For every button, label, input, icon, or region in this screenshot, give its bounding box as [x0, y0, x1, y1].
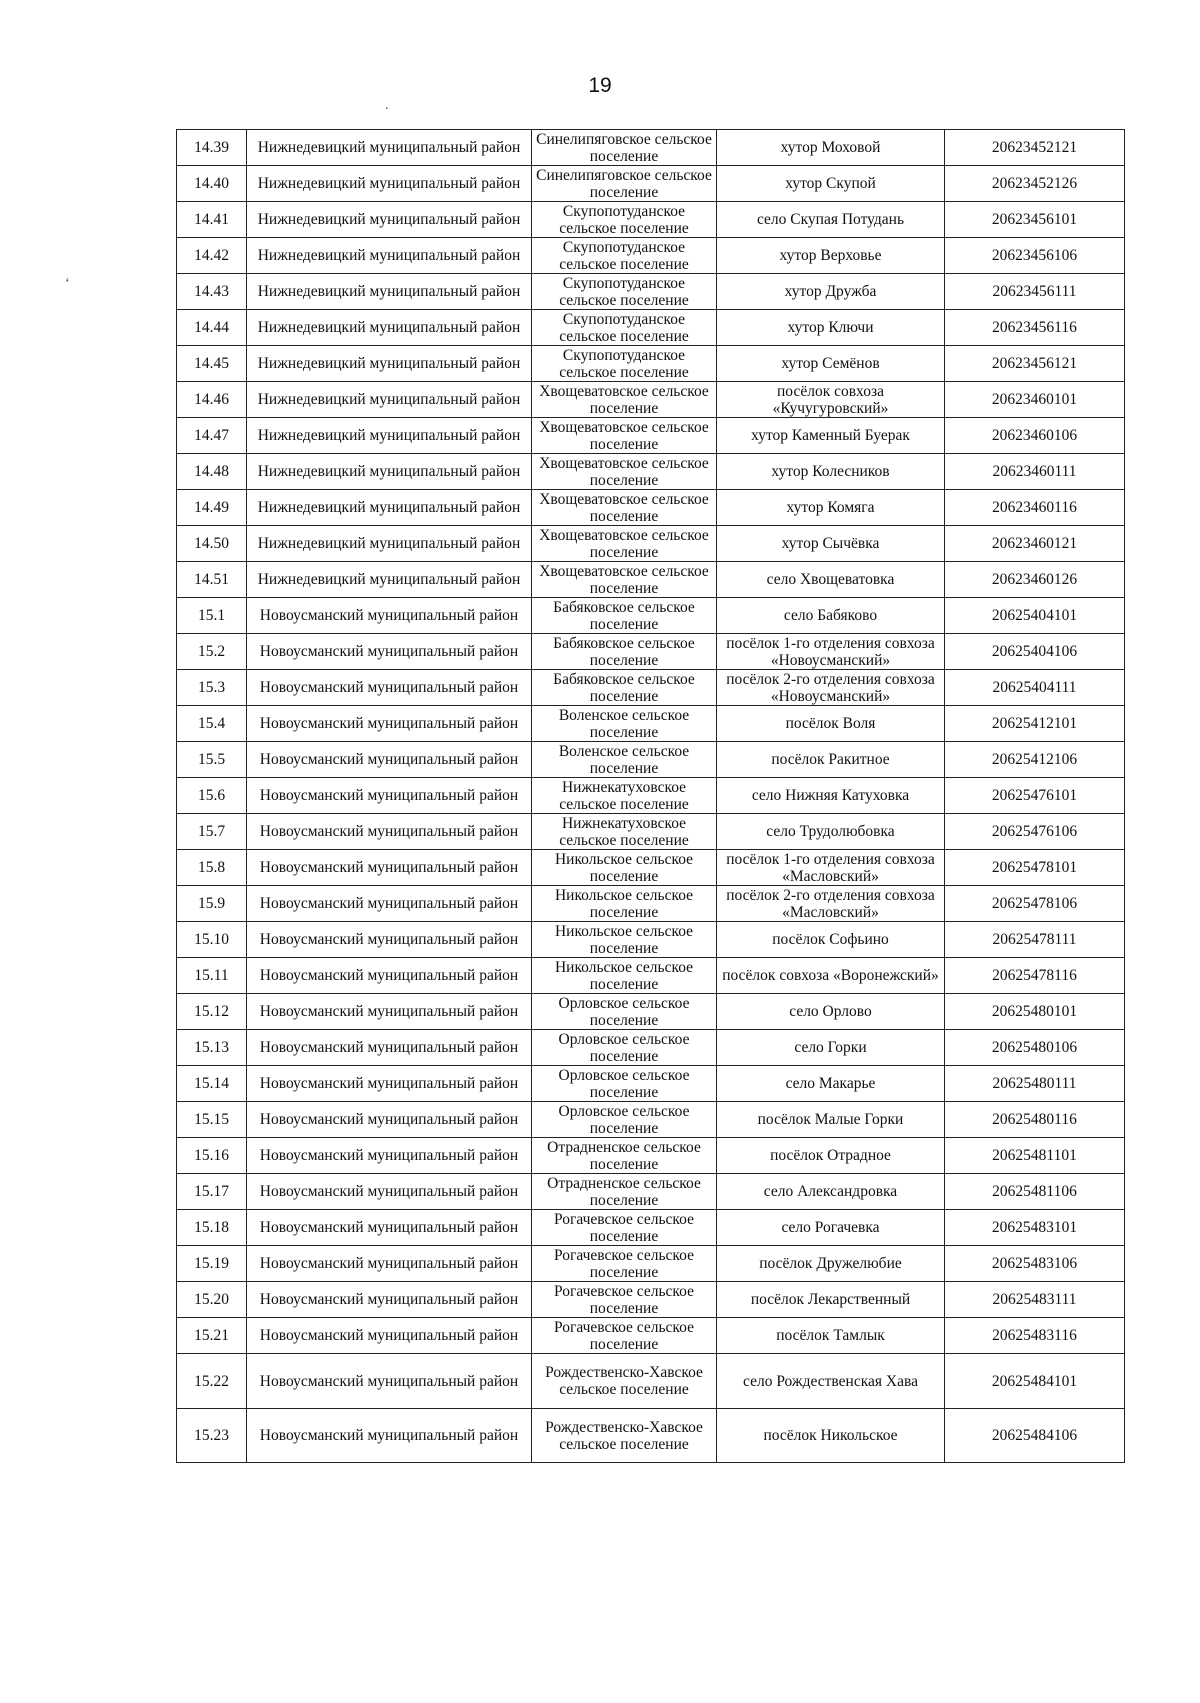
settlement-cell: Хвощеватовское сельское поселение	[532, 454, 717, 490]
row-number: 14.41	[177, 202, 247, 238]
row-number: 14.47	[177, 418, 247, 454]
table-row	[177, 418, 1125, 454]
district-cell: Новоусманский муниципальный район	[247, 886, 532, 922]
locality-cell: хутор Сычёвка	[717, 526, 945, 562]
district-cell: Нижнедевицкий муниципальный район	[247, 274, 532, 310]
oktmo-code-cell: 20625483106	[945, 1246, 1125, 1282]
settlement-cell: Никольское сельское поселение	[532, 850, 717, 886]
settlement-cell: Рогачевское сельское поселение	[532, 1282, 717, 1318]
row-number: 15.12	[177, 994, 247, 1030]
district-cell: Новоусманский муниципальный район	[247, 742, 532, 778]
row-number: 14.46	[177, 382, 247, 418]
table-row	[177, 778, 1125, 814]
district-cell: Нижнедевицкий муниципальный район	[247, 562, 532, 598]
locality-cell: село Скупая Потудань	[717, 202, 945, 238]
settlement-cell: Никольское сельское поселение	[532, 958, 717, 994]
table-row	[177, 382, 1125, 418]
settlement-cell: Воленское сельское поселение	[532, 706, 717, 742]
row-number: 15.21	[177, 1318, 247, 1354]
row-number: 15.19	[177, 1246, 247, 1282]
district-cell: Новоусманский муниципальный район	[247, 922, 532, 958]
table-row	[177, 1318, 1125, 1354]
row-number: 14.42	[177, 238, 247, 274]
district-cell: Новоусманский муниципальный район	[247, 1409, 532, 1463]
locality-cell: село Орлово	[717, 994, 945, 1030]
oktmo-code-cell: 20625478116	[945, 958, 1125, 994]
row-number: 15.17	[177, 1174, 247, 1210]
locality-cell: хутор Колесников	[717, 454, 945, 490]
row-number: 15.2	[177, 634, 247, 670]
row-number: 15.23	[177, 1409, 247, 1463]
district-cell: Новоусманский муниципальный район	[247, 1102, 532, 1138]
row-number: 14.48	[177, 454, 247, 490]
district-cell: Нижнедевицкий муниципальный район	[247, 418, 532, 454]
table-row	[177, 562, 1125, 598]
district-cell: Новоусманский муниципальный район	[247, 778, 532, 814]
table-row	[177, 274, 1125, 310]
oktmo-code-cell: 20623460106	[945, 418, 1125, 454]
district-cell: Новоусманский муниципальный район	[247, 706, 532, 742]
settlement-cell: Синелипяговское сельское поселение	[532, 130, 717, 166]
locality-cell: хутор Семёнов	[717, 346, 945, 382]
district-cell: Нижнедевицкий муниципальный район	[247, 310, 532, 346]
table-row	[177, 454, 1125, 490]
table-row	[177, 634, 1125, 670]
settlement-cell: Рогачевское сельское поселение	[532, 1246, 717, 1282]
oktmo-code-cell: 20625481101	[945, 1138, 1125, 1174]
settlement-cell: Синелипяговское сельское поселение	[532, 166, 717, 202]
row-number: 15.4	[177, 706, 247, 742]
table-row	[177, 1246, 1125, 1282]
settlement-cell: Рогачевское сельское поселение	[532, 1318, 717, 1354]
oktmo-code-cell: 20625404106	[945, 634, 1125, 670]
settlement-cell: Рождественско-Хавское сельское поселение	[532, 1354, 717, 1409]
settlements-table	[176, 129, 1125, 1463]
district-cell: Новоусманский муниципальный район	[247, 958, 532, 994]
district-cell: Новоусманский муниципальный район	[247, 634, 532, 670]
locality-cell: посёлок 2-го отделения совхоза «Масловский»	[717, 886, 945, 922]
settlement-cell: Нижнекатуховское сельское поселение	[532, 778, 717, 814]
oktmo-code-cell: 20623460126	[945, 562, 1125, 598]
table-row	[177, 958, 1125, 994]
table-row	[177, 1354, 1125, 1409]
settlement-cell: Никольское сельское поселение	[532, 886, 717, 922]
locality-cell: село Бабяково	[717, 598, 945, 634]
row-number: 15.11	[177, 958, 247, 994]
table-row	[177, 526, 1125, 562]
oktmo-code-cell: 20625476101	[945, 778, 1125, 814]
district-cell: Нижнедевицкий муниципальный район	[247, 166, 532, 202]
settlement-cell: Орловское сельское поселение	[532, 1102, 717, 1138]
locality-cell: посёлок Отрадное	[717, 1138, 945, 1174]
table-row	[177, 1210, 1125, 1246]
oktmo-code-cell: 20625480101	[945, 994, 1125, 1030]
oktmo-code-cell: 20623456116	[945, 310, 1125, 346]
locality-cell: село Хвощеватовка	[717, 562, 945, 598]
district-cell: Нижнедевицкий муниципальный район	[247, 202, 532, 238]
row-number: 15.15	[177, 1102, 247, 1138]
district-cell: Нижнедевицкий муниципальный район	[247, 382, 532, 418]
table-row	[177, 166, 1125, 202]
table-row	[177, 850, 1125, 886]
table-row	[177, 130, 1125, 166]
locality-cell: хутор Комяга	[717, 490, 945, 526]
table-row	[177, 202, 1125, 238]
oktmo-code-cell: 20625478101	[945, 850, 1125, 886]
settlement-cell: Бабяковское сельское поселение	[532, 598, 717, 634]
oktmo-code-cell: 20625484101	[945, 1354, 1125, 1409]
locality-cell: посёлок Софьино	[717, 922, 945, 958]
row-number: 15.14	[177, 1066, 247, 1102]
settlement-cell: Орловское сельское поселение	[532, 1030, 717, 1066]
oktmo-code-cell: 20625404111	[945, 670, 1125, 706]
district-cell: Новоусманский муниципальный район	[247, 1354, 532, 1409]
table-row	[177, 742, 1125, 778]
locality-cell: село Рождественская Хава	[717, 1354, 945, 1409]
scan-mark: .	[385, 98, 389, 113]
locality-cell: село Макарье	[717, 1066, 945, 1102]
district-cell: Новоусманский муниципальный район	[247, 1210, 532, 1246]
district-cell: Нижнедевицкий муниципальный район	[247, 526, 532, 562]
district-cell: Нижнедевицкий муниципальный район	[247, 454, 532, 490]
row-number: 15.8	[177, 850, 247, 886]
locality-cell: посёлок Никольское	[717, 1409, 945, 1463]
table-row	[177, 238, 1125, 274]
table-row	[177, 886, 1125, 922]
district-cell: Новоусманский муниципальный район	[247, 1318, 532, 1354]
locality-cell: посёлок совхоза «Воронежский»	[717, 958, 945, 994]
settlement-cell: Отрадненское сельское поселение	[532, 1174, 717, 1210]
table-row	[177, 1066, 1125, 1102]
locality-cell: хутор Скупой	[717, 166, 945, 202]
table-row	[177, 814, 1125, 850]
locality-cell: посёлок 1-го отделения совхоза «Новоусманский»	[717, 634, 945, 670]
oktmo-code-cell: 20623460116	[945, 490, 1125, 526]
oktmo-code-cell: 20623456111	[945, 274, 1125, 310]
oktmo-code-cell: 20625483111	[945, 1282, 1125, 1318]
row-number: 15.5	[177, 742, 247, 778]
table-row	[177, 1174, 1125, 1210]
district-cell: Новоусманский муниципальный район	[247, 1066, 532, 1102]
table-row	[177, 346, 1125, 382]
locality-cell: посёлок Малые Горки	[717, 1102, 945, 1138]
district-cell: Новоусманский муниципальный район	[247, 670, 532, 706]
row-number: 14.49	[177, 490, 247, 526]
table-row	[177, 994, 1125, 1030]
locality-cell: село Рогачевка	[717, 1210, 945, 1246]
settlement-cell: Скупопотуданское сельское поселение	[532, 310, 717, 346]
oktmo-code-cell: 20623460101	[945, 382, 1125, 418]
row-number: 15.16	[177, 1138, 247, 1174]
oktmo-code-cell: 20625478106	[945, 886, 1125, 922]
oktmo-code-cell: 20625483116	[945, 1318, 1125, 1354]
row-number: 15.13	[177, 1030, 247, 1066]
settlement-cell: Хвощеватовское сельское поселение	[532, 562, 717, 598]
district-cell: Нижнедевицкий муниципальный район	[247, 130, 532, 166]
row-number: 14.39	[177, 130, 247, 166]
oktmo-code-cell: 20625480111	[945, 1066, 1125, 1102]
settlement-cell: Хвощеватовское сельское поселение	[532, 526, 717, 562]
table-row	[177, 1030, 1125, 1066]
oktmo-code-cell: 20625481106	[945, 1174, 1125, 1210]
settlement-cell: Орловское сельское поселение	[532, 1066, 717, 1102]
oktmo-code-cell: 20625484106	[945, 1409, 1125, 1463]
settlement-cell: Скупопотуданское сельское поселение	[532, 202, 717, 238]
scan-mark: ‘	[65, 276, 70, 291]
table-row	[177, 922, 1125, 958]
district-cell: Новоусманский муниципальный район	[247, 814, 532, 850]
table-body	[177, 130, 1125, 1463]
settlement-cell: Рождественско-Хавское сельское поселение	[532, 1409, 717, 1463]
row-number: 14.45	[177, 346, 247, 382]
settlement-cell: Бабяковское сельское поселение	[532, 670, 717, 706]
table-row	[177, 1138, 1125, 1174]
row-number: 14.51	[177, 562, 247, 598]
locality-cell: посёлок Лекарственный	[717, 1282, 945, 1318]
locality-cell: посёлок Воля	[717, 706, 945, 742]
locality-cell: село Александровка	[717, 1174, 945, 1210]
locality-cell: посёлок 1-го отделения совхоза «Масловский»	[717, 850, 945, 886]
oktmo-code-cell: 20625476106	[945, 814, 1125, 850]
settlement-cell: Скупопотуданское сельское поселение	[532, 274, 717, 310]
row-number: 14.43	[177, 274, 247, 310]
district-cell: Нижнедевицкий муниципальный район	[247, 238, 532, 274]
row-number: 15.10	[177, 922, 247, 958]
oktmo-code-cell: 20625483101	[945, 1210, 1125, 1246]
settlement-cell: Отрадненское сельское поселение	[532, 1138, 717, 1174]
oktmo-code-cell: 20625412101	[945, 706, 1125, 742]
table-row	[177, 1102, 1125, 1138]
row-number: 15.22	[177, 1354, 247, 1409]
row-number: 15.1	[177, 598, 247, 634]
table-row	[177, 670, 1125, 706]
row-number: 15.9	[177, 886, 247, 922]
locality-cell: посёлок Тамлык	[717, 1318, 945, 1354]
oktmo-code-cell: 20625480106	[945, 1030, 1125, 1066]
settlement-cell: Скупопотуданское сельское поселение	[532, 346, 717, 382]
settlement-cell: Скупопотуданское сельское поселение	[532, 238, 717, 274]
settlement-cell: Воленское сельское поселение	[532, 742, 717, 778]
settlement-cell: Хвощеватовское сельское поселение	[532, 418, 717, 454]
oktmo-code-cell: 20625412106	[945, 742, 1125, 778]
district-cell: Новоусманский муниципальный район	[247, 994, 532, 1030]
locality-cell: посёлок 2-го отделения совхоза «Новоусманский»	[717, 670, 945, 706]
settlement-cell: Орловское сельское поселение	[532, 994, 717, 1030]
settlement-cell: Нижнекатуховское сельское поселение	[532, 814, 717, 850]
row-number: 15.18	[177, 1210, 247, 1246]
oktmo-code-cell: 20623452126	[945, 166, 1125, 202]
district-cell: Новоусманский муниципальный район	[247, 598, 532, 634]
oktmo-code-cell: 20625480116	[945, 1102, 1125, 1138]
table-row	[177, 598, 1125, 634]
locality-cell: хутор Моховой	[717, 130, 945, 166]
settlement-cell: Бабяковское сельское поселение	[532, 634, 717, 670]
locality-cell: село Трудолюбовка	[717, 814, 945, 850]
page-number: 19	[588, 74, 612, 97]
row-number: 15.3	[177, 670, 247, 706]
district-cell: Новоусманский муниципальный район	[247, 850, 532, 886]
row-number: 14.40	[177, 166, 247, 202]
locality-cell: село Нижняя Катуховка	[717, 778, 945, 814]
locality-cell: посёлок Ракитное	[717, 742, 945, 778]
district-cell: Новоусманский муниципальный район	[247, 1138, 532, 1174]
row-number: 14.50	[177, 526, 247, 562]
oktmo-code-cell: 20623452121	[945, 130, 1125, 166]
oktmo-code-cell: 20623460121	[945, 526, 1125, 562]
oktmo-code-cell: 20625478111	[945, 922, 1125, 958]
table-row	[177, 1282, 1125, 1318]
oktmo-code-cell: 20623460111	[945, 454, 1125, 490]
settlement-cell: Никольское сельское поселение	[532, 922, 717, 958]
locality-cell: хутор Каменный Буерак	[717, 418, 945, 454]
district-cell: Новоусманский муниципальный район	[247, 1174, 532, 1210]
row-number: 15.20	[177, 1282, 247, 1318]
locality-cell: посёлок совхоза «Кучугуровский»	[717, 382, 945, 418]
locality-cell: посёлок Дружелюбие	[717, 1246, 945, 1282]
settlement-cell: Хвощеватовское сельское поселение	[532, 490, 717, 526]
district-cell: Нижнедевицкий муниципальный район	[247, 346, 532, 382]
district-cell: Новоусманский муниципальный район	[247, 1030, 532, 1066]
district-cell: Новоусманский муниципальный район	[247, 1282, 532, 1318]
table-row	[177, 310, 1125, 346]
settlement-cell: Хвощеватовское сельское поселение	[532, 382, 717, 418]
oktmo-code-cell: 20623456121	[945, 346, 1125, 382]
settlement-cell: Рогачевское сельское поселение	[532, 1210, 717, 1246]
district-cell: Нижнедевицкий муниципальный район	[247, 490, 532, 526]
locality-cell: село Горки	[717, 1030, 945, 1066]
district-cell: Новоусманский муниципальный район	[247, 1246, 532, 1282]
table-row	[177, 706, 1125, 742]
table-row	[177, 490, 1125, 526]
oktmo-code-cell: 20623456101	[945, 202, 1125, 238]
row-number: 15.6	[177, 778, 247, 814]
row-number: 14.44	[177, 310, 247, 346]
oktmo-code-cell: 20625404101	[945, 598, 1125, 634]
oktmo-code-cell: 20623456106	[945, 238, 1125, 274]
locality-cell: хутор Верховье	[717, 238, 945, 274]
locality-cell: хутор Ключи	[717, 310, 945, 346]
table-row	[177, 1409, 1125, 1463]
row-number: 15.7	[177, 814, 247, 850]
locality-cell: хутор Дружба	[717, 274, 945, 310]
